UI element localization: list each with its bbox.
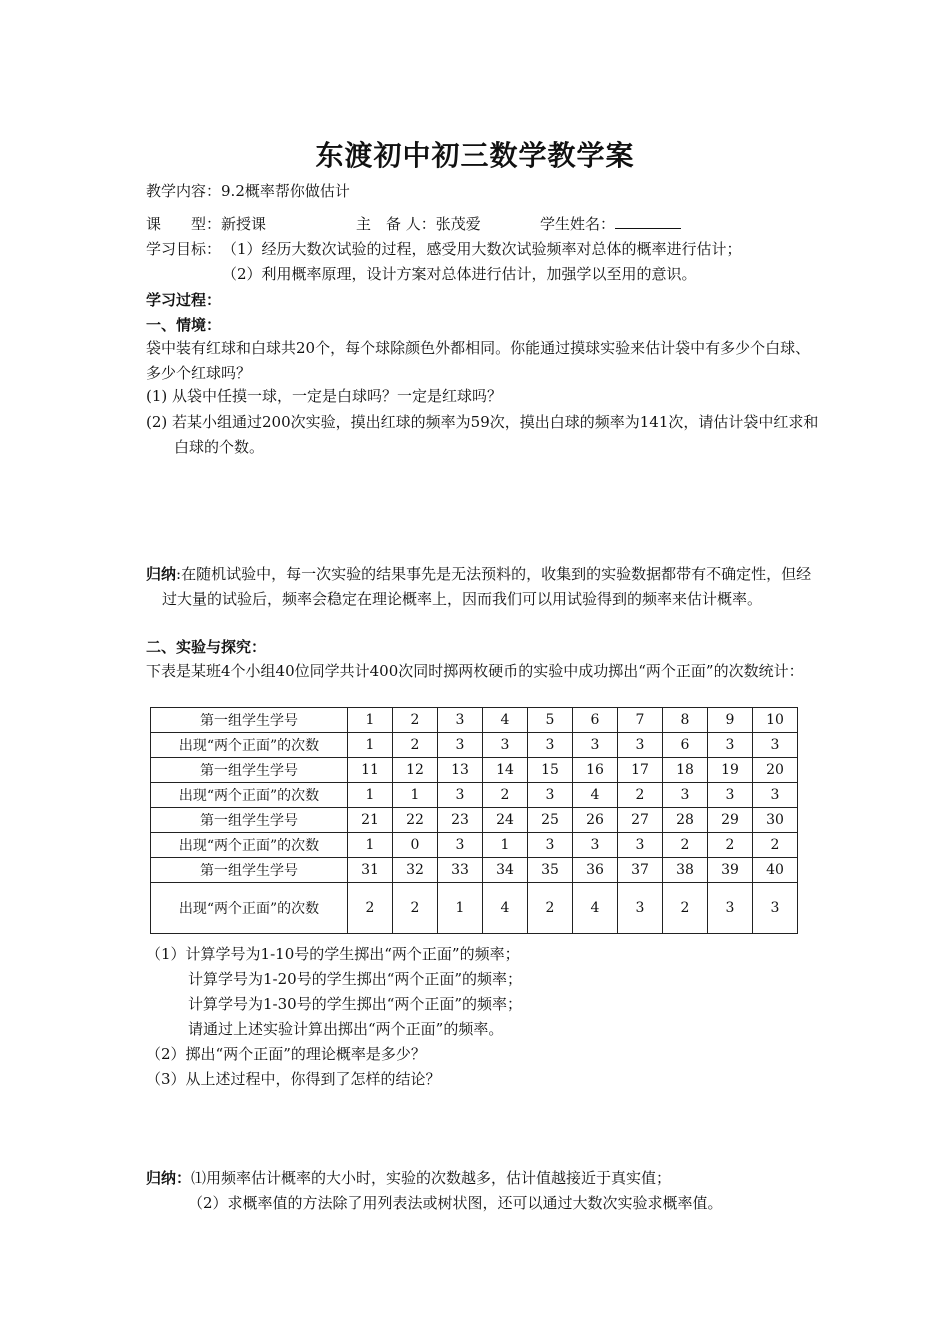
table-row — [151, 708, 798, 733]
table-cell: 3 — [708, 783, 753, 808]
goal-item-1: （1）经历大数次试验的过程，感受用大数次试验频率对总体的概率进行估计； — [222, 240, 742, 258]
summary2-line1-text: ⑴用频率估计概率的大小时，实验的次数越多，估计值越接近于真实值； — [191, 1169, 672, 1187]
row-label: 出现“两个正面”的次数 — [151, 883, 348, 934]
table-cell: 1 — [483, 833, 528, 858]
table-cell: 14 — [483, 758, 528, 783]
table-cell: 35 — [528, 858, 573, 883]
preparer-line — [356, 213, 481, 234]
table-cell: 2 — [348, 883, 393, 934]
table-cell: 28 — [663, 808, 708, 833]
table-cell: 33 — [438, 858, 483, 883]
table-row — [151, 808, 798, 833]
goal-item-2: （2）利用概率原理，设计方案对总体进行估计，加强学以至用的意识。 — [222, 265, 697, 283]
table-cell: 13 — [438, 758, 483, 783]
table-cell: 5 — [528, 708, 573, 733]
content-value: 9.2概率帮你做估计 — [221, 182, 350, 200]
table-cell: 21 — [348, 808, 393, 833]
table-cell: 3 — [528, 733, 573, 758]
table-row — [151, 858, 798, 883]
table-cell: 2 — [708, 833, 753, 858]
table-cell: 17 — [618, 758, 663, 783]
table-cell: 2 — [663, 883, 708, 934]
table-cell: 3 — [618, 833, 663, 858]
table-cell: 3 — [708, 883, 753, 934]
table-cell: 3 — [753, 883, 798, 934]
table-cell: 3 — [438, 833, 483, 858]
table-cell: 19 — [708, 758, 753, 783]
table-cell: 10 — [753, 708, 798, 733]
table-cell: 26 — [573, 808, 618, 833]
section2-intro: 下表是某班4个小组40位同学共计400次同时掷两枚硬币的实验中成功掷出“两个正面”的次数统计： — [146, 662, 804, 680]
table-cell: 1 — [393, 783, 438, 808]
table-cell: 3 — [663, 783, 708, 808]
question-3: （3）从上述过程中，你得到了怎样的结论？ — [146, 1070, 441, 1088]
table-cell: 36 — [573, 858, 618, 883]
row-label: 第一组学生学号 — [151, 708, 348, 733]
table-cell: 39 — [708, 858, 753, 883]
table-cell: 16 — [573, 758, 618, 783]
table-cell: 1 — [348, 783, 393, 808]
table-cell: 15 — [528, 758, 573, 783]
table-cell: 3 — [438, 708, 483, 733]
table-cell: 3 — [438, 783, 483, 808]
table-cell: 2 — [483, 783, 528, 808]
section1-intro: 袋中装有红球和白球共20个，每个球除颜色外都相同。你能通过摸球实验来估计袋中有多少个白球、多少个红球吗？ — [146, 339, 811, 382]
table-cell: 40 — [753, 858, 798, 883]
content-label: 教学内容： — [146, 182, 222, 200]
question-1a: （1）计算学号为1-10号的学生掷出“两个正面”的频率； — [146, 945, 520, 963]
table-cell: 3 — [753, 733, 798, 758]
table-cell: 2 — [528, 883, 573, 934]
question-2: （2）掷出“两个正面”的理论概率是多少？ — [146, 1045, 426, 1063]
table-cell: 6 — [573, 708, 618, 733]
section2-heading: 二、实验与探究： — [146, 638, 267, 656]
table-cell: 30 — [753, 808, 798, 833]
table-row — [151, 733, 798, 758]
summary2-label: 归纳： — [146, 1169, 192, 1187]
table-cell: 1 — [348, 833, 393, 858]
table-cell: 1 — [348, 708, 393, 733]
table-cell: 3 — [438, 733, 483, 758]
summary2-line1 — [146, 1167, 671, 1188]
table-cell: 27 — [618, 808, 663, 833]
goals-label: 学习目标： — [146, 240, 222, 258]
table-cell: 2 — [393, 733, 438, 758]
table-cell: 4 — [483, 708, 528, 733]
table-cell: 23 — [438, 808, 483, 833]
table-cell: 8 — [663, 708, 708, 733]
table-cell: 38 — [663, 858, 708, 883]
table-cell: 4 — [573, 883, 618, 934]
table-cell: 1 — [348, 733, 393, 758]
section1-question-2: (2) 若某小组通过200次实验，摸出红球的频率为59次，摸出白球的频率为141次，请估计袋中红求和白球的个数。 — [146, 413, 819, 456]
type-label: 课 型： — [146, 215, 222, 233]
table-cell: 4 — [573, 783, 618, 808]
table-row — [151, 883, 798, 934]
table-cell: 3 — [618, 733, 663, 758]
table-cell: 2 — [753, 833, 798, 858]
summary1 — [146, 562, 818, 612]
table-cell: 3 — [753, 783, 798, 808]
content-line — [146, 180, 350, 201]
type-line — [146, 213, 266, 234]
summary1-label: 归纳 — [146, 565, 177, 583]
table-cell: 12 — [393, 758, 438, 783]
table-cell: 4 — [483, 883, 528, 934]
table-cell: 1 — [438, 883, 483, 934]
table-cell: 31 — [348, 858, 393, 883]
table-cell: 2 — [618, 783, 663, 808]
student-name-blank[interactable] — [615, 214, 681, 229]
row-label: 出现“两个正面”的次数 — [151, 733, 348, 758]
table-cell: 32 — [393, 858, 438, 883]
table-cell: 9 — [708, 708, 753, 733]
section1-question-1: (1) 从袋中任摸一球，一定是白球吗？一定是红球吗？ — [146, 387, 503, 405]
row-label: 第一组学生学号 — [151, 808, 348, 833]
question-1d: 请通过上述实验计算出掷出“两个正面”的频率。 — [188, 1020, 504, 1038]
row-label: 第一组学生学号 — [151, 858, 348, 883]
student-label: 学生姓名： — [540, 215, 616, 233]
table-cell: 3 — [528, 783, 573, 808]
row-label: 出现“两个正面”的次数 — [151, 783, 348, 808]
coin-toss-table — [150, 707, 798, 934]
table-cell: 25 — [528, 808, 573, 833]
student-name-line — [540, 213, 681, 234]
table-cell: 34 — [483, 858, 528, 883]
table-cell: 22 — [393, 808, 438, 833]
table-cell: 7 — [618, 708, 663, 733]
table-cell: 3 — [618, 883, 663, 934]
table-cell: 3 — [573, 833, 618, 858]
summary1-text: :在随机试验中，每一次实验的结果事先是无法预料的，收集到的实验数据都带有不确定性，但经过大量的试验后，频率会稳定在理论概率上，因而我们可以用试验得到的频率来估计概率。 — [162, 565, 812, 608]
table-cell: 37 — [618, 858, 663, 883]
table-cell: 3 — [483, 733, 528, 758]
table-cell: 24 — [483, 808, 528, 833]
row-label: 第一组学生学号 — [151, 758, 348, 783]
table-cell: 2 — [393, 708, 438, 733]
table-cell: 3 — [528, 833, 573, 858]
table-cell: 18 — [663, 758, 708, 783]
table-cell: 3 — [708, 733, 753, 758]
table-row — [151, 833, 798, 858]
table-cell: 2 — [663, 833, 708, 858]
table-row — [151, 758, 798, 783]
table-cell: 6 — [663, 733, 708, 758]
preparer-value: 张茂爱 — [435, 215, 481, 233]
process-heading: 学习过程： — [146, 291, 222, 309]
table-cell: 29 — [708, 808, 753, 833]
table-cell: 20 — [753, 758, 798, 783]
section1-heading: 一、情境： — [146, 316, 222, 334]
question-1c: 计算学号为1-30号的学生掷出“两个正面”的频率； — [188, 995, 523, 1013]
table-cell: 0 — [393, 833, 438, 858]
summary2-line2: （2）求概率值的方法除了用列表法或树状图，还可以通过大数次实验求概率值。 — [188, 1194, 723, 1212]
question-1b: 计算学号为1-20号的学生掷出“两个正面”的频率； — [188, 970, 523, 988]
row-label: 出现“两个正面”的次数 — [151, 833, 348, 858]
table-cell: 3 — [573, 733, 618, 758]
page-title: 东渡初中初三数学教学案 — [315, 139, 635, 172]
preparer-label: 主 备 人： — [356, 215, 436, 233]
type-value: 新授课 — [221, 215, 267, 233]
table-cell: 2 — [393, 883, 438, 934]
table-cell: 11 — [348, 758, 393, 783]
table-row — [151, 783, 798, 808]
